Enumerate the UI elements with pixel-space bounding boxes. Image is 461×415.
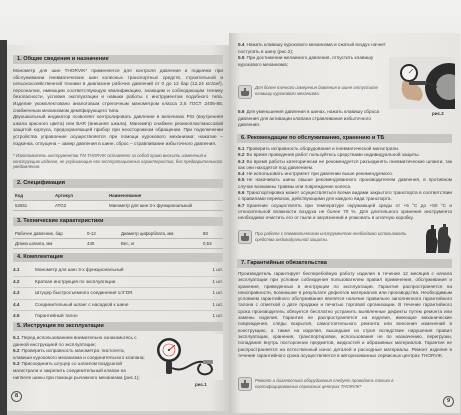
item-number: 6.3 <box>238 158 245 164</box>
item-qty: 1 шт. <box>212 267 223 272</box>
spec-key: Рабочее давление, бар <box>13 229 85 239</box>
section-3-header: 3. Технические характеристики <box>13 217 223 226</box>
inflating-tire-figure <box>389 57 455 109</box>
item-text: Не накачивать шины свыше рекомендованного производителем давления, в противном случае возможны травмы или повреждение колеса. <box>238 177 452 189</box>
section-6-items <box>238 146 452 222</box>
list-item <box>13 300 223 312</box>
step-text: При достижении желаемого давления, отпустить клавишу курокового механизма; <box>238 55 374 67</box>
spec-code: 52651 <box>13 201 53 211</box>
list-item <box>13 265 223 277</box>
section-4-header: 4. Комплектация <box>13 253 223 262</box>
column-name: Наименование <box>107 191 223 201</box>
spec-value: 80 <box>201 229 223 239</box>
list-item <box>238 159 452 172</box>
list-item <box>13 288 223 300</box>
item-qty: 1 шт. <box>212 278 223 284</box>
protective-gloves-image <box>423 223 453 255</box>
page-number: 9 <box>443 396 454 407</box>
column-article: Артикул <box>53 191 107 201</box>
item-text: Во время проведения работ пользуйтесь средствами индивидуальной защиты. <box>246 152 420 158</box>
item-text: Манометр для шин 3-х функциональный <box>35 267 124 272</box>
step-number: 5.3 <box>13 361 20 367</box>
service-note-text: Ремонт и диагностика оборудования следует проводить только в сертифицированных сервисных центрах THORVIK* <box>255 378 394 389</box>
list-item <box>238 203 452 222</box>
item-number: 4.4 <box>13 301 20 307</box>
spec-article: ATG2 <box>53 201 107 211</box>
section-1-body <box>13 68 223 147</box>
section-1-paragraph-2: Двухшкальный индикатор позволяет контролировать давление в величинах PSI (внутренняя шкала красного цвета) или BAR (внешняя шкала). Манометр снабжен резинопластмассовой защитой корпуса, предохраняющей прибор при неосторожном обращении. При подключении устройства управление осуществляется при помощи курокового механизма: нажатие – подкачка, отпущена – замер давления в шине, сброс – стравливание избыточного давления. <box>13 114 223 146</box>
list-item <box>13 335 145 348</box>
tire-gauge-figure <box>151 334 223 380</box>
section-5-steps-continued <box>238 42 386 68</box>
warning-hand-icon <box>238 230 252 244</box>
step-text: Перед использованием внимательно ознакомьтесь с данной инструкцией по эксплуатации; <box>13 335 137 347</box>
item-qty: 1 шт. <box>212 313 223 318</box>
safety-warning-text: При работе с пневматическим инструментом необходимо использовать средства индивидуальной защиты. <box>255 231 407 242</box>
item-number: 6.1 <box>238 146 245 151</box>
step-number: 5.1 <box>13 335 20 340</box>
figure-1-caption: рис.1 <box>195 382 207 387</box>
section-1-header: 1. Общие сведения и назначение <box>13 55 223 64</box>
item-text: Хранение осуществлять при температуре окружающей среды от +5 °С до +50 °С и относительной влажности воздуха не более 70 %. Для длительного хранения инструмента необходимо очистить его от пыли и загрязнений и упаковать в штатную коробку. <box>238 202 452 221</box>
list-item <box>238 177 452 190</box>
list-item <box>13 348 145 361</box>
item-number: 4.5 <box>13 313 20 318</box>
column-code: Код <box>13 191 53 201</box>
step-text: Нажать клавишу курокового механизма и сжатый воздух начнет поступать в шину (рис.2); <box>238 42 386 54</box>
step-number: 5.5 <box>238 55 245 61</box>
item-text: Транспортировка может осуществляться всеми видами закрытого транспорта в соответствии с правилами перевозок, действующими для каждого вида транспорта. <box>238 190 452 202</box>
list-item <box>238 109 388 129</box>
right-page <box>229 33 460 413</box>
section-1-paragraph-1: Манометр для шин THORVIK* применяется для контроля давления и подкачки при обслуживании пневматических шин колесных транспортных средств, строительной и сельскохозяйственной техники в диапазоне рабочих давлений от 0 до 12 бар (12,24 кгс/см²), персоналом, имеющим соответствующую квалификацию, знающим и соблюдающим технику безопасности, условия эксплуатации и навыки работы с инструментом подобного типа. Изделие укомплектовано аналоговым стрелочным манометром класса 2,5 ГОСТ 2405-88, снабженным механизмом демпфирующего типа. <box>13 68 223 113</box>
list-item <box>238 42 386 55</box>
tech-specs-table <box>13 229 223 249</box>
item-number: 6.5 <box>238 177 245 183</box>
item-qty: 1 шт. <box>212 290 223 295</box>
list-item <box>13 311 223 323</box>
table-row <box>13 229 223 239</box>
item-text: Гарантийный талон <box>35 313 78 318</box>
list-item <box>13 277 223 289</box>
page-number: 8 <box>11 391 22 402</box>
kit-list <box>13 265 223 323</box>
note-text: Для более точного измерения давления в шине отпустите клавишу курокового механизма. <box>255 85 378 96</box>
item-text: Проверить исправность оборудования и пневматической магистрали. <box>246 146 400 151</box>
spec-name: Манометр для шин 3-х функциональный <box>107 201 223 211</box>
spec-key: Длина шланга, мм <box>13 239 85 249</box>
item-text: Во время работы категорически не рекомендуется разъединять пневматические шланги, так как они находятся под давлением. <box>238 158 452 170</box>
table-row <box>13 239 223 249</box>
step-number: 5.6 <box>238 109 245 114</box>
item-number: 6.4 <box>238 171 245 177</box>
step-text: Проверить исправность манометра: пистолета, клавиши курокового механизма и соединительного клапана; <box>13 348 145 360</box>
warranty-text: Производитель гарантирует бесперебойную работу изделия в течение 12 месяцев с начала эксплуатации при условии соблюдения пользователем правил применения, обслуживания и хранения, приведенных в инструкции по эксплуатации. Гарантия распространяется на неисправности, возникшие в результате дефектов материалов или производства. Необходимым условием гарантийного обслуживания является наличие правильно заполненного гарантийного талона с отметкой о дате продажи и печатью торговой организации. В течение гарантийного срока производитель обязуется бесплатно устранить выявленные дефекты путем ремонта или замены изделия. Гарантия не распространяется на изделия, имеющие механические повреждения, следы вскрытия, самостоятельного ремонта или внесения изменений в конструкцию, а также на изделия, вышедшие из строя вследствие нарушения правил эксплуатации, хранения, транспортировки, использования не по назначению, перегрузки, попадания внутрь посторонних предметов, жидкостей и абразивных материалов. Гарантия не распространяется на естественный износ деталей и расходные материалы. Ремонт изделия в течение гарантийного срока осуществляется в авторизованных сервисных центрах THORVIK. <box>238 271 452 358</box>
item-number: 4.3 <box>13 290 20 295</box>
item-number: 6.6 <box>238 190 245 196</box>
list-item <box>13 361 145 381</box>
specification-table <box>13 191 223 211</box>
section-5-steps <box>13 335 145 381</box>
spec-key: Диаметр циферблата, мм <box>119 229 201 239</box>
spec-key: Вес, кг <box>119 239 201 249</box>
list-item <box>238 190 452 203</box>
item-text: Штуцер быстросъемного соединения 1/4"DR <box>35 290 133 295</box>
step-number: 5.4 <box>238 42 245 47</box>
table-edge-shadow <box>0 40 7 415</box>
spec-value: 0,53 <box>201 239 223 249</box>
table-header-row <box>13 191 223 201</box>
table-row <box>13 201 223 211</box>
spec-value: 0-12 <box>85 229 119 239</box>
spec-value: 440 <box>85 239 119 249</box>
list-item <box>238 55 386 68</box>
step-text: Для уменьшения давления в шинах, нажать клавишу сброса давления для активации клапана стравливания избыточного давления. <box>238 109 380 128</box>
service-note-icon <box>238 377 252 391</box>
section-5-header: 5. Инструкция по эксплуатации <box>13 322 223 331</box>
section-2-header: 2. Спецификация <box>13 179 223 188</box>
item-text: Не использовать инструмент при давлении выше рекомендуемого. <box>246 171 394 177</box>
step-number: 5.2 <box>13 348 20 354</box>
item-text: Соединительный шланг с насадкой к шине <box>35 301 129 307</box>
figure-2-caption: рис.2 <box>432 111 444 116</box>
step-text: Присоединить штуцер со шлангом воздушной магистрали и закрепить соединительный клапан на ниппеле шины при помощи рычажного механизма (рис.1); <box>13 361 140 380</box>
item-number: 4.1 <box>13 267 20 272</box>
section-1-footnote: * Изготовитель инструментов ТМ THORVIK оставляет за собой право вносить изменения в конструкцию изделия, не ухудшающие его эксплуатационных характеристик, без предварительного уведомления. <box>13 153 223 170</box>
item-number: 6.7 <box>238 202 245 208</box>
item-number: 4.2 <box>13 278 20 284</box>
left-page <box>7 45 229 411</box>
item-number: 6.2 <box>238 152 245 158</box>
section-6-header: 6. Рекомендации по обслуживанию, хранению и ТБ <box>237 134 452 143</box>
note-hand-icon <box>238 85 252 99</box>
section-7-header: 7. Гарантийные обязательства <box>237 259 452 268</box>
item-qty: 1 шт. <box>212 301 223 307</box>
item-text: Краткая инструкция по эксплуатации <box>35 278 116 284</box>
